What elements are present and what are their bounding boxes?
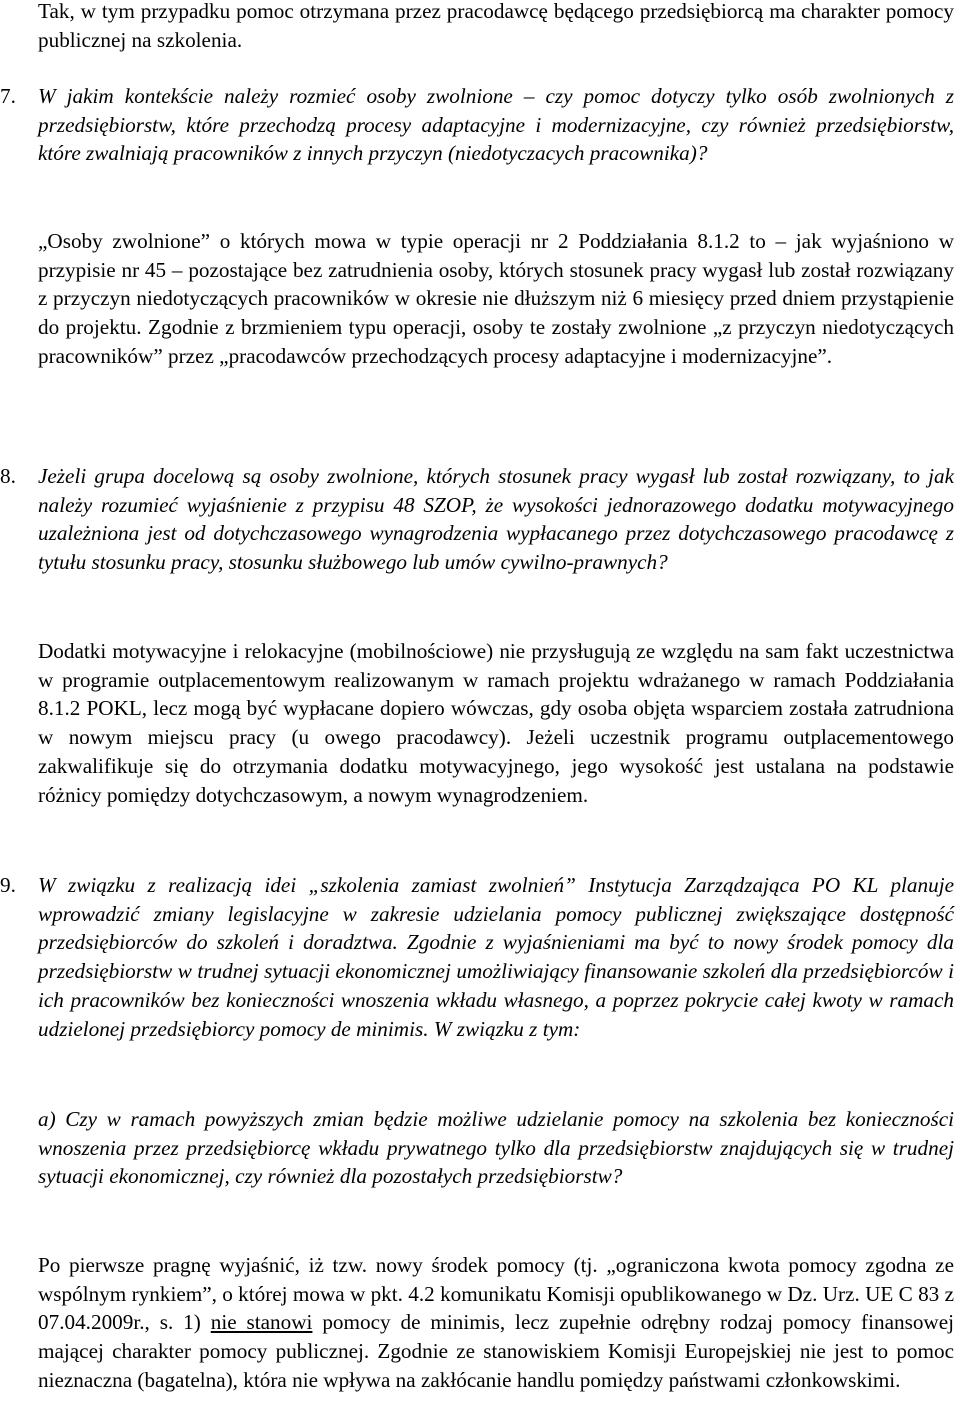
question-9-text: W związku z realizacją idei „szkolenia zamiast zwolnień” Instytucja Zarządzająca PO KL planuje wprowadzić zmiany legislacyjne w zakresie udzielania pomocy publicznej zwiększające dostępność przedsiębiorców do szkoleń i doradztwa. Zgodnie z wyjaśnieniami ma być to nowy środek pomocy dla przedsiębiorstw w trudnej sytuacji ekonomicznej umożliwiający finansowanie szkoleń dla przedsiębiorców i ich pracowników bez konieczności wnoszenia wkładu własnego, a poprzez pokrycie całej kwoty w ramach udzielonej przedsiębiorcy pomocy de minimis. W związku z tym:: [38, 873, 954, 1041]
answer-8: Dodatki motywacyjne i relokacyjne (mobilnościowe) nie przysługują ze względu na sam fakt uczestnictwa w programie outplacementowym realizowanym w ramach projektu wdrażanego w ramach Poddziałania 8.1.2 POKL, lecz mogą być wypłacane dopiero wówczas, gdy osoba objęta wsparciem została zatrudniona w nowym miejscu pracy (u owego pracodawcy). Jeżeli uczestnik programu outplacementowego zakwalifikuje się do otrzymania dodatku motywacyjnego, jego wysokość jest ustalana na podstawie różnicy pomiędzy dotychczasowym, a nowym wynagrodzeniem.: [38, 639, 954, 807]
question-8: [0, 462, 954, 577]
question-9: [0, 871, 954, 1043]
question-9-number: 9.: [0, 873, 16, 897]
answer-6-tail: Tak, w tym przypadku pomoc otrzymana przez pracodawcę będącego przedsiębiorcą ma charakter pomocy publicznej na szkolenia.: [38, 0, 954, 52]
question-9a: a) Czy w ramach powyższych zmian będzie możliwe udzielanie pomocy na szkolenia bez konieczności wnoszenia przez przedsiębiorcę wkładu prywatnego tylko dla przedsiębiorstw znajdujących się w trudnej sytuacji ekonomicznej, czy również dla pozostałych przedsiębiorstw?: [38, 1107, 954, 1189]
answer-9a: [38, 1251, 954, 1395]
answer-9a-part1: Po pierwsze pragnę wyjaśnić, iż tzw. nowy środek pomocy (tj. „ograniczona kwota pomocy zgodna ze wspólnym rynkiem”, o której mowa w pkt. 4.2 komunikatu Komisji opublikowanego w Dz. Urz. UE C 83 z 07.04.2009r., s. 1): [38, 1253, 954, 1335]
question-7: [0, 82, 954, 168]
answer-9a-underlined: nie stanowi: [210, 1310, 313, 1335]
answer-7: „Osoby zwolnione” o których mowa w typie operacji nr 2 Poddziałania 8.1.2 to – jak wyjaśniono w przypisie nr 45 – pozostające bez zatrudnienia osoby, których stosunek pracy wygasł lub został rozwiązany z przyczyn niedotyczących pracowników w okresie nie dłuższym niż 6 miesięcy przed dniem przystąpienie do projektu. Zgodnie z brzmieniem typu operacji, osoby te zostały zwolnione „z przyczyn niedotyczących pracowników” przez „pracodawców przechodzących procesy adaptacyjne i modernizacyjne”.: [38, 229, 954, 368]
answer-9a-part2: pomocy de minimis, lecz zupełnie odrębny rodzaj pomocy finansowej mającej charakter pomocy publicznej. Zgodnie ze stanowiskiem Komisji Europejskiej nie jest to pomoc nieznaczna (bagatelna), która nie wpływa na zakłócanie handlu pomiędzy państwami członkowskimi.: [38, 1310, 955, 1392]
question-7-text: W jakim kontekście należy rozmieć osoby zwolnione – czy pomoc dotyczy tylko osób zwolnionych z przedsiębiorstw, które przechodzą procesy adaptacyjne i modernizacyjne, czy również przedsiębiorstw, które zwalniają pracowników z innych przyczyn (niedotyczacych pracownika)?: [38, 84, 954, 166]
question-7-number: 7.: [0, 84, 16, 108]
question-8-number: 8.: [0, 464, 16, 488]
question-8-text: Jeżeli grupa docelową są osoby zwolnione, których stosunek pracy wygasł lub został rozwiązany, to jak należy rozumieć wyjaśnienie z przypisu 48 SZOP, że wysokości jednorazowego dodatku motywacyjnego uzależniona jest od dotychczasowego wynagrodzenia wypłacanego przez dotychczasowego pracodawcę z tytułu stosunku pracy, stosunku służbowego lub umów cywilno-prawnych?: [38, 464, 954, 575]
